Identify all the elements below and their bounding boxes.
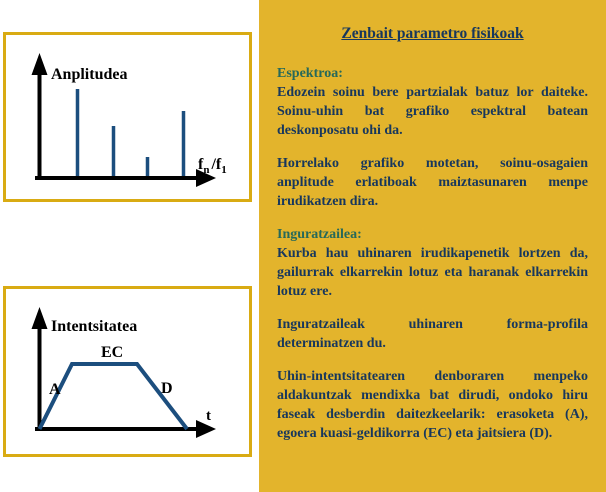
- envelope-decay-label: D: [161, 380, 173, 397]
- envelope-y-axis-arrow-icon: [32, 307, 48, 329]
- spectrum-xlabel-f: f: [198, 156, 204, 173]
- spectrum-ylabel: Anplitudea: [51, 66, 128, 83]
- envelope-xlabel: t: [206, 408, 211, 424]
- spectrum-xlabel-slash-f: /f: [211, 156, 222, 173]
- paragraph-kurba: Kurba hau uhinaren irudikapenetik lortzen da, gailurrak elkarrekin lotuz eta haranak elkarrekin lotuz ere.: [277, 246, 588, 299]
- paragraph-grafiko: Horrelako grafiko motetan, soinu-osagaien anplitude erlatiboak maiztasunaren menpe irudikatzen dira.: [277, 156, 588, 209]
- section-inguratzailea: [277, 225, 588, 301]
- section-espektroa: [277, 64, 588, 140]
- envelope-steady-label: EC: [101, 344, 124, 361]
- spectrum-diagram-box: [3, 32, 252, 202]
- spectrum-xlabel-sub-1: 1: [221, 164, 227, 176]
- paragraph-espektroa: Edozein soinu bere partzialak batuz lor daiteke. Soinu-uhin bat grafiko espektral batean deskonposatu ohi da.: [277, 85, 588, 138]
- spectrum-xlabel-sub-n: n: [203, 164, 210, 176]
- paragraph-block-grafiko: [277, 154, 588, 211]
- spectrum-chart: [6, 35, 249, 199]
- spectrum-y-axis-arrow-icon: [32, 53, 48, 75]
- envelope-attack-label: A: [49, 381, 61, 398]
- paragraph-forma-profila: Inguratzaileak uhinaren forma-profila determinatzen du.: [277, 317, 588, 351]
- envelope-diagram-box: [3, 286, 252, 457]
- page-title: Zenbait parametro fisikoak: [341, 25, 524, 42]
- envelope-ylabel: Intentsitatea: [51, 318, 138, 335]
- paragraph-faseak: Uhin-intentsitatearen denboraren menpeko aldakuntzak mendixka bat dirudi, ondoko hiru faseak desberdin daitezkeelarik: erasoketa (A), egoera kuasi-geldikorra (EC) eta jaitsiera (D).: [277, 369, 588, 441]
- section-heading-inguratzailea: Inguratzailea:: [277, 227, 362, 242]
- paragraph-block-forma-profila: [277, 315, 588, 353]
- section-heading-espektroa: Espektroa:: [277, 66, 343, 81]
- paragraph-block-faseak: [277, 367, 588, 443]
- text-panel: [259, 0, 606, 492]
- envelope-chart: [6, 289, 249, 454]
